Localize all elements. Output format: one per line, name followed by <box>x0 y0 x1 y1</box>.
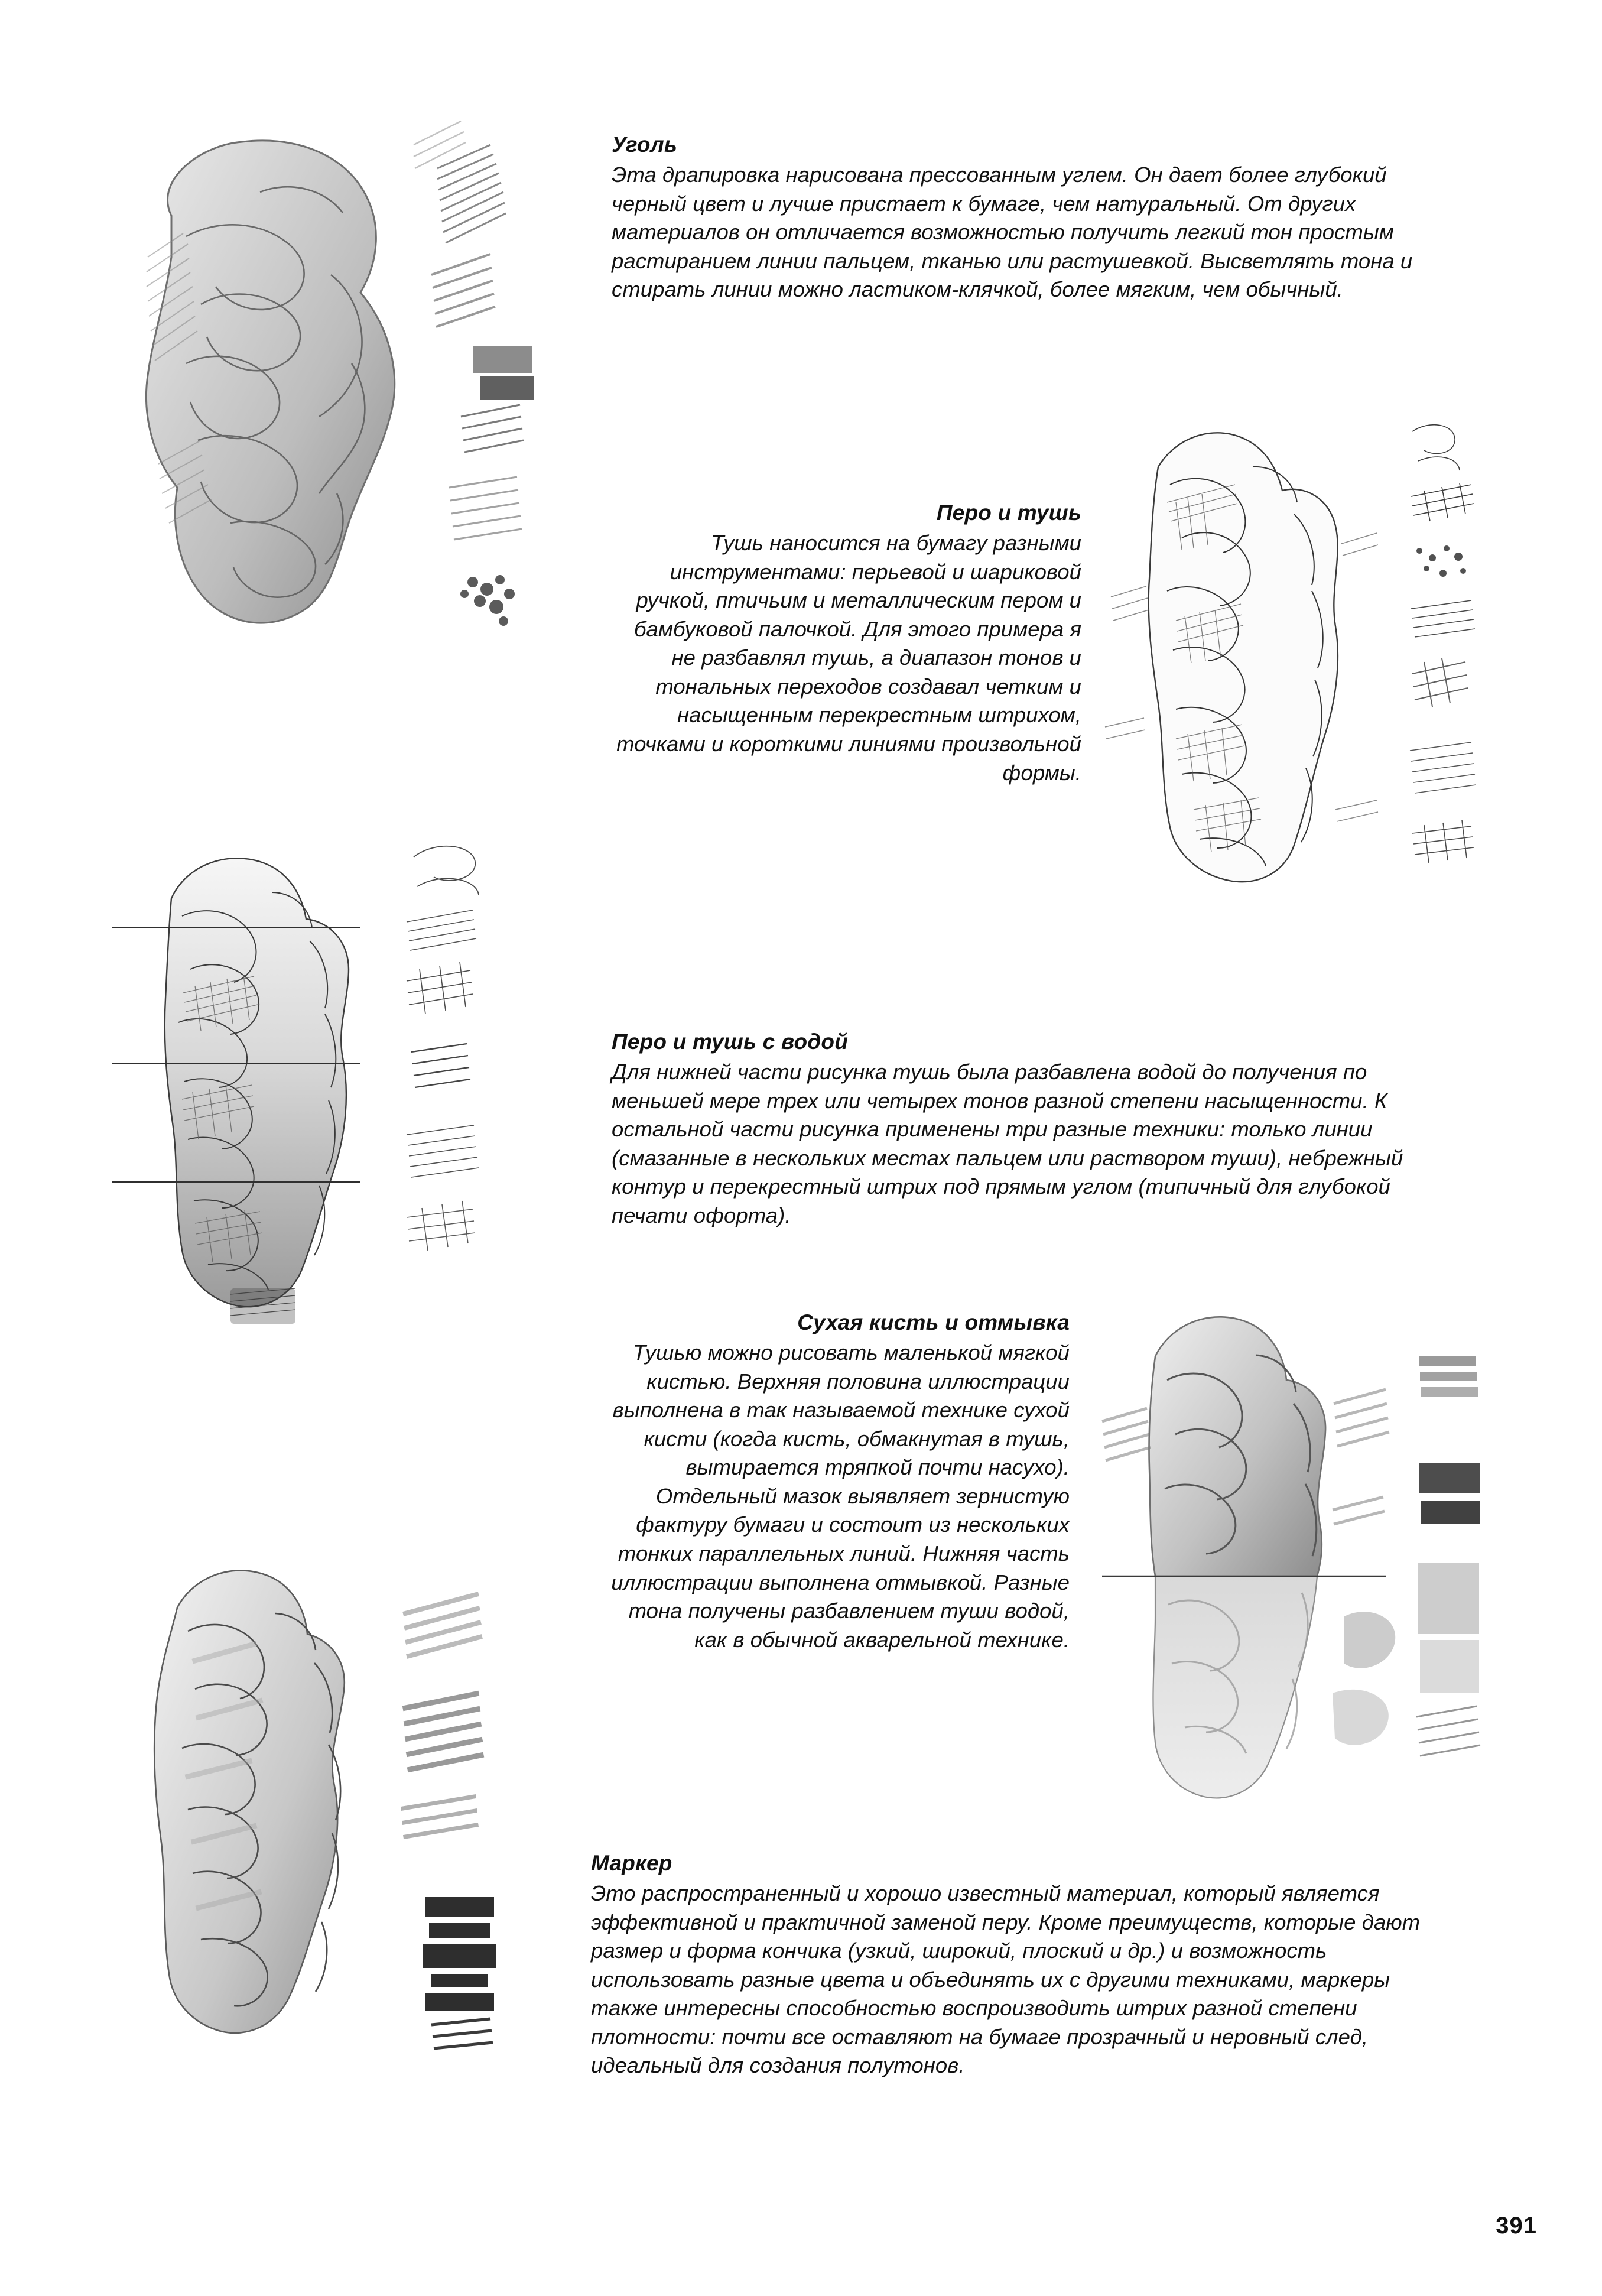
section-suhaya-kist <box>597 1309 1070 1654</box>
section-body: Эта драпировка нарисована прессованным углем. Он дает более глубокий черный цвет и лучше пристает к бумаге, чем натуральный. От других материалов он отличается возможностью получить легкий тон простым растиранием линии пальцем, тканью или растушевкой. Высветлять тона и стирать линии можно ластиком-клячкой, более мягким, чем обычный. <box>612 163 1413 302</box>
section-body: Для нижней части рисунка тушь была разбавлена водой до получения по меньшей мере трех или четырех тонов разной степени насыщенности. К остальной части рисунка применены три разные техники: только линии (смазанные в нескольких местах пальцем или раствором туши), небрежный контур и перекрестный штрих под прямым углом (типичный для глубокой печати офорта). <box>612 1060 1403 1227</box>
section-heading: Сухая кисть и отмывка <box>797 1310 1070 1334</box>
section-heading: Уголь <box>612 132 678 157</box>
illustration-pen-ink-drapery <box>1058 396 1495 1022</box>
section-ugol <box>612 131 1439 304</box>
illustration-dry-brush-wash-drapery <box>1067 1285 1504 1876</box>
illustration-pen-ink-water-drapery <box>83 816 591 1407</box>
section-body: Это распространенный и хорошо известный материал, который является эффективной и практичной заменой перу. Кроме преимуществ, которые дают размер и форма кончика (узкий, широкий, плоский и др.) и возможность использовать разные цвета и объединять их с другими техниками, маркеры также интересны способностью воспроизводить штрих разной степени плотности: почти все оставляют на бумаге прозрачный и неровный след, идеальный для создания полутонов. <box>591 1881 1421 2078</box>
section-heading: Перо и тушь с водой <box>612 1030 849 1054</box>
section-marker <box>591 1850 1454 2080</box>
section-heading: Маркер <box>591 1851 672 1875</box>
section-body: Тушью можно рисовать маленькой мягкой кистью. Верхняя половина иллюстрации выполнена в так называемой технике сухой кисти (когда кисть, обмакнутая в тушь, вытирается тряпкой почти насухо). Отдельный мазок выявляет зернистую фактуру бумаги и состоит из нескольких тонких параллельных линий. Нижняя часть иллюстрации выполнена отмывкой. Разные тона получены разбавлением туши водой, как в обычной акварельной технике. <box>611 1340 1070 1652</box>
page-number: 391 <box>1496 2213 1537 2239</box>
illustration-marker-drapery <box>77 1519 579 2175</box>
illustration-charcoal-drapery <box>83 109 603 759</box>
section-body: Тушь наносится на бумагу разными инструментами: перьевой и шариковой ручкой, птичьим и металлическим пером и бамбуковой палочкой. Для этого примера я не разбавлял тушь, а диапазон тонов и тональных переходов создавал четким и насыщенным перекрестным штрихом, точками и короткими линиями произвольной формы. <box>616 531 1081 785</box>
section-pero-i-tush-s-vodoy <box>612 1028 1448 1230</box>
section-heading: Перо и тушь <box>936 501 1081 525</box>
section-pero-i-tush <box>615 499 1081 787</box>
